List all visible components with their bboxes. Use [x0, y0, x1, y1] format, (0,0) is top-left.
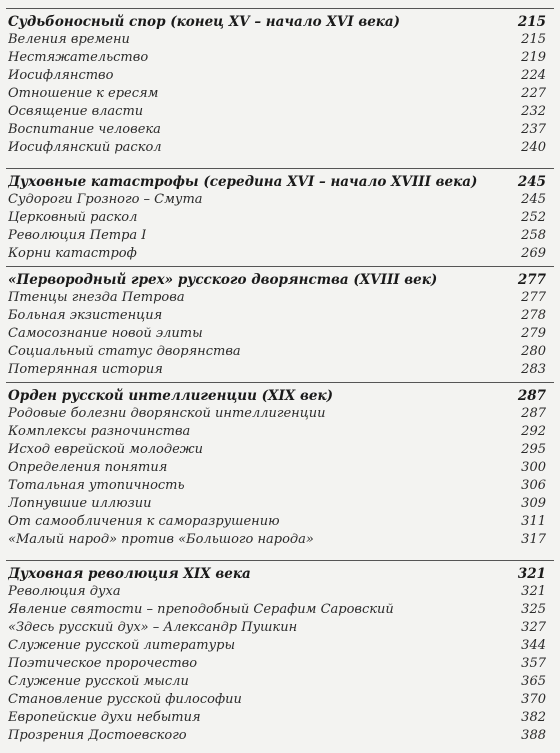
section-heading[interactable]: [8, 174, 546, 191]
entry-page: 224: [521, 68, 546, 83]
entry-title: Иосифлянство: [8, 68, 114, 83]
toc-entry[interactable]: [8, 326, 546, 343]
toc-entry[interactable]: [8, 460, 546, 477]
toc-entry[interactable]: [8, 192, 546, 209]
entry-title: Нестяжательство: [8, 50, 149, 65]
entry-title: Лопнувшие иллюзии: [8, 496, 152, 511]
entry-page: 344: [521, 638, 546, 653]
entry-title: Корни катастроф: [8, 246, 137, 261]
section-page: 287: [517, 388, 546, 404]
entry-title: Церковный раскол: [8, 210, 138, 225]
entry-page: 306: [521, 478, 546, 493]
entry-page: 280: [521, 344, 546, 359]
toc-entry[interactable]: [8, 32, 546, 49]
toc-entry[interactable]: [8, 496, 546, 513]
entry-title: «Малый народ» против «Большого народа»: [8, 532, 314, 547]
entry-title: Судороги Грозного – Смута: [8, 192, 203, 207]
entry-page: 277: [521, 290, 546, 305]
entry-page: 240: [521, 140, 546, 155]
toc-entry[interactable]: [8, 210, 546, 227]
entry-page: 295: [521, 442, 546, 457]
entry-title: Иосифлянский раскол: [8, 140, 162, 155]
entry-title: Потерянная история: [8, 362, 163, 377]
entry-title: Определения понятия: [8, 460, 168, 475]
entry-page: 245: [521, 192, 546, 207]
toc-entry[interactable]: [8, 674, 546, 691]
entry-page: 382: [521, 710, 546, 725]
toc-entry[interactable]: [8, 532, 546, 549]
toc-entry[interactable]: [8, 710, 546, 727]
entry-title: От самообличения к саморазрушению: [8, 514, 280, 529]
entry-title: Комплексы разночинства: [8, 424, 191, 439]
entry-page: 321: [521, 584, 546, 599]
entry-page: 252: [521, 210, 546, 225]
toc-entry[interactable]: [8, 228, 546, 245]
entry-page: 388: [521, 728, 546, 743]
toc-entry[interactable]: [8, 308, 546, 325]
entry-page: 232: [521, 104, 546, 119]
entry-title: Родовые болезни дворянской интеллигенции: [8, 406, 326, 421]
toc-entry[interactable]: [8, 344, 546, 361]
entry-title: Явление святости – преподобный Серафим Саровский: [8, 602, 394, 617]
toc-entry[interactable]: [8, 514, 546, 531]
entry-page: 283: [521, 362, 546, 377]
section-heading[interactable]: [8, 566, 546, 583]
toc-entry[interactable]: [8, 68, 546, 85]
entry-page: 300: [521, 460, 546, 475]
entry-title: Исход еврейской молодежи: [8, 442, 203, 457]
section-page: 277: [517, 272, 546, 288]
entry-page: 357: [521, 656, 546, 671]
entry-page: 215: [521, 32, 546, 47]
entry-title: Воспитание человека: [8, 122, 161, 137]
section-heading[interactable]: [8, 272, 546, 289]
entry-title: Отношение к ересям: [8, 86, 159, 101]
entry-title: Прозрения Достоевского: [8, 728, 187, 743]
entry-page: 325: [521, 602, 546, 617]
entry-title: Больная экзистенция: [8, 308, 163, 323]
section-divider: [6, 560, 554, 561]
entry-title: Становление русской философии: [8, 692, 242, 707]
entry-page: 309: [521, 496, 546, 511]
toc-entry[interactable]: [8, 362, 546, 379]
entry-page: 227: [521, 86, 546, 101]
entry-page: 292: [521, 424, 546, 439]
toc-entry[interactable]: [8, 50, 546, 67]
entry-title: Служение русской мысли: [8, 674, 189, 689]
entry-title: Птенцы гнезда Петрова: [8, 290, 185, 305]
toc-entry[interactable]: [8, 656, 546, 673]
section-title: Духовные катастрофы (середина XVI – начало XVIII века): [8, 174, 478, 190]
section-title: Судьбоносный спор (конец XV – начало XVI века): [8, 14, 401, 30]
section-title: Орден русской интеллигенции (XIX век): [8, 388, 333, 404]
entry-page: 317: [521, 532, 546, 547]
entry-title: Революция Петра I: [8, 228, 147, 243]
entry-page: 311: [521, 514, 546, 529]
section-page: 321: [517, 566, 546, 582]
section-title: «Первородный грех» русского дворянства (XVIII век): [8, 272, 438, 288]
entry-page: 327: [521, 620, 546, 635]
toc-entry[interactable]: [8, 620, 546, 637]
entry-title: Социальный статус дворянства: [8, 344, 241, 359]
section-divider: [6, 168, 554, 169]
toc-entry[interactable]: [8, 728, 546, 745]
toc-entry[interactable]: [8, 140, 546, 157]
entry-title: Освящение власти: [8, 104, 144, 119]
section-heading[interactable]: [8, 14, 546, 31]
toc-entry[interactable]: [8, 424, 546, 441]
section-page: 215: [517, 14, 546, 30]
entry-title: Служение русской литературы: [8, 638, 236, 653]
entry-page: 258: [521, 228, 546, 243]
section-divider: [6, 8, 554, 9]
entry-page: 219: [521, 50, 546, 65]
section-page: 245: [517, 174, 546, 190]
toc-entry[interactable]: [8, 122, 546, 139]
section-divider: [6, 266, 554, 267]
toc-entry[interactable]: [8, 104, 546, 121]
entry-title: Веления времени: [8, 32, 130, 47]
toc-entry[interactable]: [8, 638, 546, 655]
toc-entry[interactable]: [8, 290, 546, 307]
toc-entry[interactable]: [8, 442, 546, 459]
entry-title: Самосознание новой элиты: [8, 326, 203, 341]
entry-title: Революция духа: [8, 584, 121, 599]
section-title: Духовная революция XIX века: [8, 566, 251, 582]
entry-page: 370: [521, 692, 546, 707]
entry-page: 237: [521, 122, 546, 137]
entry-title: Поэтическое пророчество: [8, 656, 198, 671]
entry-title: Тотальная утопичность: [8, 478, 185, 493]
section-divider: [6, 382, 554, 383]
toc-entry[interactable]: [8, 602, 546, 619]
entry-page: 287: [521, 406, 546, 421]
toc-entry[interactable]: [8, 86, 546, 103]
entry-page: 365: [521, 674, 546, 689]
toc-entry[interactable]: [8, 406, 546, 423]
toc-entry[interactable]: [8, 584, 546, 601]
entry-title: «Здесь русский дух» – Александр Пушкин: [8, 620, 298, 635]
toc-entry[interactable]: [8, 692, 546, 709]
entry-page: 279: [521, 326, 546, 341]
toc-entry[interactable]: [8, 246, 546, 263]
entry-title: Европейские духи небытия: [8, 710, 201, 725]
section-heading[interactable]: [8, 388, 546, 405]
toc-entry[interactable]: [8, 478, 546, 495]
entry-page: 278: [521, 308, 546, 323]
entry-page: 269: [521, 246, 546, 261]
